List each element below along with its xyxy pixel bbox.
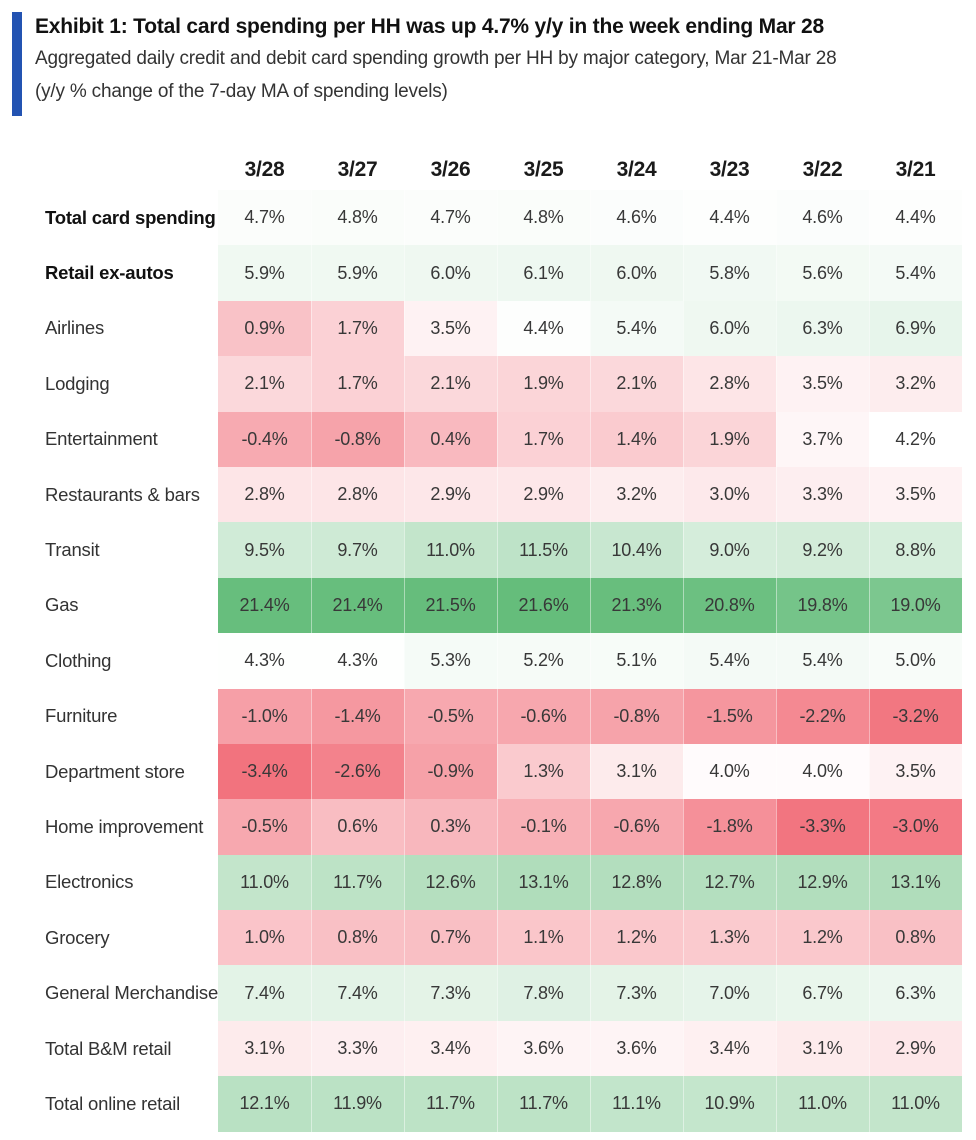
row-label: General Merchandise [45, 982, 219, 1004]
heatmap-cell: 21.4% [218, 578, 311, 633]
heatmap-cell: 10.4% [590, 522, 683, 577]
heatmap-cell: 3.3% [776, 467, 869, 522]
column-header-date-4: 3/25 [523, 158, 564, 181]
heatmap-cell: 3.5% [869, 467, 962, 522]
heatmap-cell: 1.2% [776, 910, 869, 965]
heatmap-cell: 3.1% [590, 744, 683, 799]
exhibit-header [0, 0, 976, 108]
heatmap-cell: 4.7% [218, 190, 311, 245]
row-label: Furniture [45, 705, 118, 727]
heatmap-cell: 4.3% [218, 633, 311, 688]
heatmap-cell: 1.0% [218, 910, 311, 965]
accent-bar [12, 12, 22, 116]
heatmap-cell: -3.0% [869, 799, 962, 854]
heatmap-cell: -3.2% [869, 689, 962, 744]
column-header-row [0, 108, 976, 190]
heatmap-cell: 9.2% [776, 522, 869, 577]
heatmap-row [0, 301, 976, 356]
header-text-block [35, 12, 976, 108]
heatmap-cell: 3.4% [683, 1021, 776, 1076]
heatmap-cell: 4.0% [776, 744, 869, 799]
heatmap-cell: 11.7% [311, 855, 404, 910]
heatmap-cell: 21.4% [311, 578, 404, 633]
column-header-date-6: 3/23 [709, 158, 750, 181]
heatmap-cell: -2.6% [311, 744, 404, 799]
heatmap-cell: 3.5% [404, 301, 497, 356]
heatmap-row [0, 965, 976, 1020]
exhibit-title: Exhibit 1: Total card spending per HH was up 4.7% y/y in the week ending Mar 28 [35, 15, 824, 38]
heatmap-row [0, 1021, 976, 1076]
column-header-date-8: 3/21 [895, 158, 936, 181]
heatmap-row [0, 356, 976, 411]
heatmap-cell: -1.0% [218, 689, 311, 744]
heatmap-cell: 3.7% [776, 412, 869, 467]
heatmap-row [0, 744, 976, 799]
heatmap-cell: 6.7% [776, 965, 869, 1020]
heatmap-cell: 13.1% [869, 855, 962, 910]
heatmap-row [0, 522, 976, 577]
row-label: Airlines [45, 317, 105, 339]
heatmap-cell: 11.1% [590, 1076, 683, 1131]
heatmap-cell: 0.8% [311, 910, 404, 965]
heatmap-cell: 7.4% [218, 965, 311, 1020]
heatmap-cell: -1.4% [311, 689, 404, 744]
heatmap-cell: 13.1% [497, 855, 590, 910]
row-label: Transit [45, 539, 100, 561]
heatmap-cell: 1.3% [497, 744, 590, 799]
heatmap-cell: 21.6% [497, 578, 590, 633]
heatmap-row [0, 190, 976, 245]
heatmap-cell: 5.2% [497, 633, 590, 688]
heatmap-cell: 4.6% [590, 190, 683, 245]
heatmap-row [0, 412, 976, 467]
heatmap-cell: 3.5% [869, 744, 962, 799]
heatmap-cell: 21.3% [590, 578, 683, 633]
heatmap-cell: 1.7% [311, 301, 404, 356]
heatmap-cell: 2.9% [404, 467, 497, 522]
heatmap-cell: 11.7% [404, 1076, 497, 1131]
heatmap-row [0, 910, 976, 965]
heatmap-cell: 5.4% [683, 633, 776, 688]
heatmap-cell: -0.9% [404, 744, 497, 799]
heatmap-cell: 5.4% [776, 633, 869, 688]
exhibit-subtitle-line2: (y/y % change of the 7-day MA of spending levels) [35, 81, 448, 102]
heatmap-cell: -0.5% [218, 799, 311, 854]
heatmap-cell: -1.8% [683, 799, 776, 854]
heatmap-cell: 5.8% [683, 245, 776, 300]
row-label: Total card spending [45, 206, 216, 228]
heatmap-cell: 4.2% [869, 412, 962, 467]
row-label: Retail ex-autos [45, 262, 174, 284]
heatmap-cell: 0.9% [218, 301, 311, 356]
heatmap-cell: -0.1% [497, 799, 590, 854]
heatmap-cell: 3.5% [776, 356, 869, 411]
heatmap-cell: 0.3% [404, 799, 497, 854]
row-label: Department store [45, 760, 185, 782]
heatmap-cell: 2.1% [404, 356, 497, 411]
heatmap-cell: 0.7% [404, 910, 497, 965]
heatmap-row [0, 855, 976, 910]
row-label: Electronics [45, 871, 134, 893]
heatmap-cell: 3.4% [404, 1021, 497, 1076]
heatmap-cell: 0.6% [311, 799, 404, 854]
heatmap-cell: 3.3% [311, 1021, 404, 1076]
column-header-date-7: 3/22 [802, 158, 843, 181]
heatmap-cell: -0.6% [590, 799, 683, 854]
heatmap-cell: 21.5% [404, 578, 497, 633]
heatmap-row [0, 799, 976, 854]
heatmap-row [0, 578, 976, 633]
heatmap-cell: 12.7% [683, 855, 776, 910]
row-label: Gas [45, 594, 79, 616]
row-label: Home improvement [45, 815, 204, 837]
row-label: Lodging [45, 372, 110, 394]
heatmap-cell: 11.5% [497, 522, 590, 577]
heatmap-cell: 1.1% [497, 910, 590, 965]
heatmap-cell: 2.8% [218, 467, 311, 522]
heatmap-cell: -0.4% [218, 412, 311, 467]
heatmap-cell: 4.4% [683, 190, 776, 245]
heatmap-cell: 5.0% [869, 633, 962, 688]
heatmap-cell: 1.9% [683, 412, 776, 467]
row-label: Grocery [45, 926, 110, 948]
heatmap-cell: 11.7% [497, 1076, 590, 1131]
heatmap-cell: -0.8% [590, 689, 683, 744]
heatmap-cell: 4.6% [776, 190, 869, 245]
heatmap-cell: 5.1% [590, 633, 683, 688]
heatmap-cell: 4.4% [497, 301, 590, 356]
heatmap-cell: 6.0% [590, 245, 683, 300]
heatmap-cell: 1.4% [590, 412, 683, 467]
heatmap-cell: 11.0% [869, 1076, 962, 1131]
heatmap-cell: 12.1% [218, 1076, 311, 1131]
row-label: Total B&M retail [45, 1037, 172, 1059]
heatmap-cell: 3.2% [869, 356, 962, 411]
row-label: Total online retail [45, 1092, 181, 1114]
heatmap-cell: 1.3% [683, 910, 776, 965]
heatmap-cell: 2.9% [869, 1021, 962, 1076]
heatmap-cell: 9.7% [311, 522, 404, 577]
heatmap-cell: 12.9% [776, 855, 869, 910]
heatmap-row [0, 467, 976, 522]
heatmap-row [0, 245, 976, 300]
heatmap-cell: -3.4% [218, 744, 311, 799]
heatmap-cell: 11.0% [218, 855, 311, 910]
heatmap-cell: 7.3% [590, 965, 683, 1020]
column-header-date-5: 3/24 [616, 158, 657, 181]
heatmap-cell: 4.8% [497, 190, 590, 245]
heatmap-row [0, 689, 976, 744]
heatmap-row [0, 1076, 976, 1131]
spending-heatmap-table [0, 108, 976, 1132]
heatmap-cell: 8.8% [869, 522, 962, 577]
heatmap-cell: 1.7% [497, 412, 590, 467]
heatmap-cell: 2.8% [311, 467, 404, 522]
heatmap-cell: 0.4% [404, 412, 497, 467]
heatmap-cell: 11.0% [404, 522, 497, 577]
heatmap-cell: 12.6% [404, 855, 497, 910]
heatmap-cell: 0.8% [869, 910, 962, 965]
heatmap-cell: -2.2% [776, 689, 869, 744]
heatmap-cell: 10.9% [683, 1076, 776, 1131]
heatmap-cell: 6.0% [404, 245, 497, 300]
heatmap-cell: 5.4% [869, 245, 962, 300]
heatmap-cell: 4.3% [311, 633, 404, 688]
heatmap-cell: 1.7% [311, 356, 404, 411]
heatmap-row [0, 633, 976, 688]
heatmap-cell: -0.6% [497, 689, 590, 744]
heatmap-cell: 3.2% [590, 467, 683, 522]
heatmap-cell: 7.8% [497, 965, 590, 1020]
heatmap-cell: 20.8% [683, 578, 776, 633]
row-label: Entertainment [45, 428, 158, 450]
heatmap-cell: 3.1% [776, 1021, 869, 1076]
heatmap-cell: 6.0% [683, 301, 776, 356]
heatmap-cell: 4.4% [869, 190, 962, 245]
heatmap-cell: -3.3% [776, 799, 869, 854]
heatmap-cell: 1.2% [590, 910, 683, 965]
heatmap-cell: 6.3% [869, 965, 962, 1020]
heatmap-cell: 19.8% [776, 578, 869, 633]
heatmap-cell: 3.6% [497, 1021, 590, 1076]
heatmap-cell: 7.3% [404, 965, 497, 1020]
heatmap-cell: 7.4% [311, 965, 404, 1020]
heatmap-cell: -0.5% [404, 689, 497, 744]
column-header-date-2: 3/27 [337, 158, 378, 181]
row-label: Restaurants & bars [45, 483, 200, 505]
heatmap-cell: 2.1% [590, 356, 683, 411]
column-header-date-3: 3/26 [430, 158, 471, 181]
heatmap-cell: 9.5% [218, 522, 311, 577]
heatmap-cell: 1.9% [497, 356, 590, 411]
heatmap-cell: 11.0% [776, 1076, 869, 1131]
heatmap-cell: 5.4% [590, 301, 683, 356]
heatmap-cell: 11.9% [311, 1076, 404, 1131]
heatmap-cell: 6.9% [869, 301, 962, 356]
heatmap-cell: 9.0% [683, 522, 776, 577]
heatmap-cell: 4.0% [683, 744, 776, 799]
heatmap-cell: 6.3% [776, 301, 869, 356]
heatmap-cell: 3.6% [590, 1021, 683, 1076]
heatmap-cell: -0.8% [311, 412, 404, 467]
heatmap-cell: 2.1% [218, 356, 311, 411]
heatmap-cell: -1.5% [683, 689, 776, 744]
heatmap-cell: 5.9% [218, 245, 311, 300]
heatmap-cell: 19.0% [869, 578, 962, 633]
heatmap-cell: 7.0% [683, 965, 776, 1020]
heatmap-cell: 12.8% [590, 855, 683, 910]
heatmap-cell: 6.1% [497, 245, 590, 300]
heatmap-cell: 5.9% [311, 245, 404, 300]
column-header-date-1: 3/28 [244, 158, 285, 181]
heatmap-cell: 4.7% [404, 190, 497, 245]
heatmap-cell: 2.9% [497, 467, 590, 522]
heatmap-cell: 5.3% [404, 633, 497, 688]
exhibit-subtitle-line1: Aggregated daily credit and debit card spending growth per HH by major category, Mar 21-Mar 28 [35, 48, 837, 69]
heatmap-cell: 4.8% [311, 190, 404, 245]
heatmap-cell: 3.1% [218, 1021, 311, 1076]
heatmap-cell: 3.0% [683, 467, 776, 522]
row-label: Clothing [45, 649, 112, 671]
heatmap-cell: 5.6% [776, 245, 869, 300]
heatmap-cell: 2.8% [683, 356, 776, 411]
